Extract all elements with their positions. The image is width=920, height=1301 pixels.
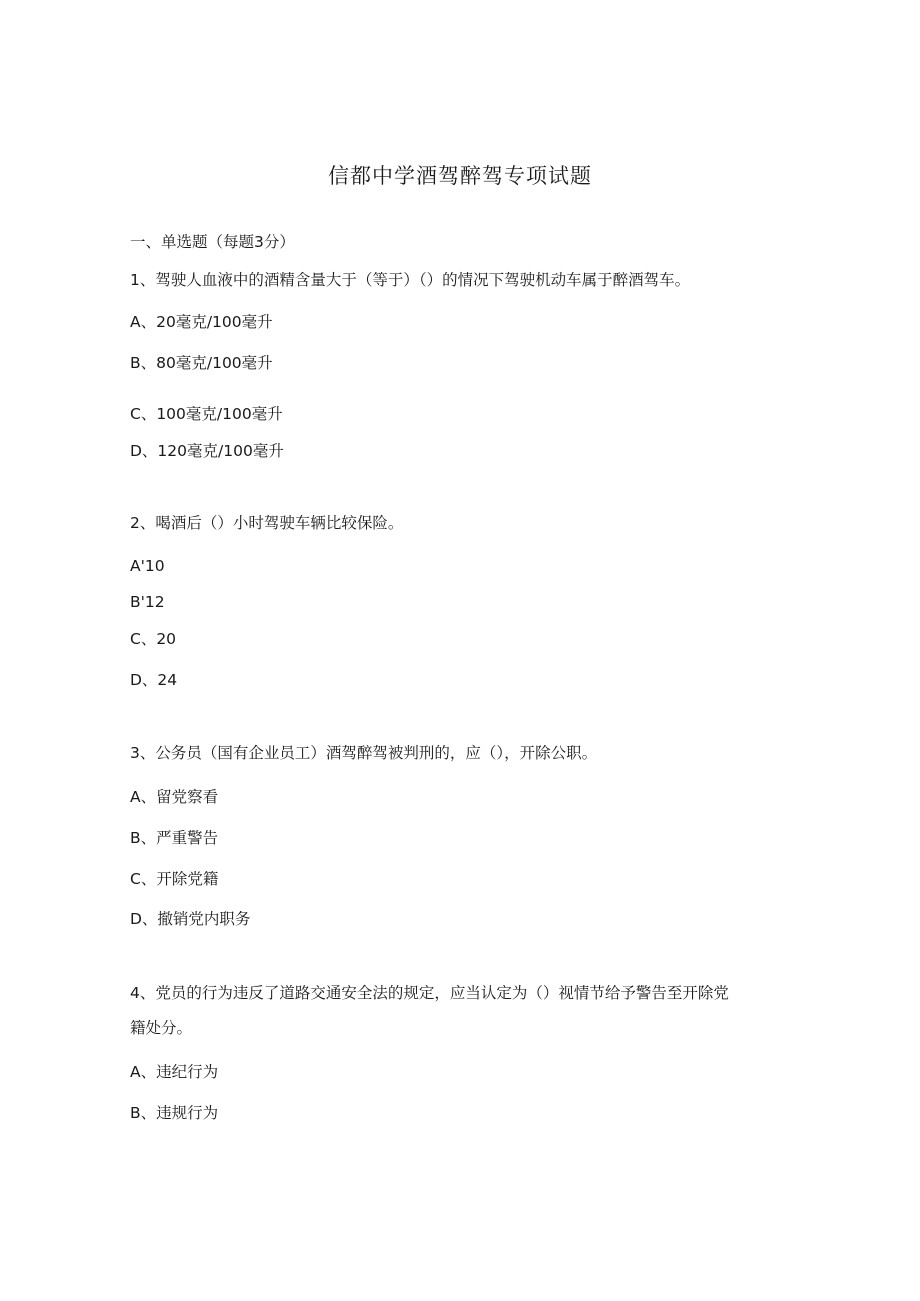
question-4-stem-line-2: 籍处分。: [130, 1019, 193, 1037]
question-2-stem: 2、喝酒后（）小时驾驶车辆比较保险。: [130, 514, 404, 532]
question-3-option-d: D、撤销党内职务: [130, 910, 251, 928]
section-heading: 一、单选题（每题3分）: [130, 233, 295, 251]
question-2-option-a: A'10: [130, 557, 165, 575]
question-1-option-c: C、100毫克/100毫升: [130, 405, 283, 423]
question-3-option-b: B、严重警告: [130, 829, 219, 847]
question-4-option-a: A、违纪行为: [130, 1063, 219, 1081]
question-2-option-d: D、24: [130, 671, 178, 689]
question-1-option-a: A、20毫克/100毫升: [130, 313, 273, 331]
question-1-option-d: D、120毫克/100毫升: [130, 442, 284, 460]
question-4-stem-line-1: 4、党员的行为违反了道路交通安全法的规定，应当认定为（）视情节给予警告至开除党: [130, 984, 729, 1002]
question-1-option-b: B、80毫克/100毫升: [130, 354, 273, 372]
question-4-option-b: B、违规行为: [130, 1104, 219, 1122]
question-3-option-a: A、留党察看: [130, 788, 219, 806]
question-3-option-c: C、开除党籍: [130, 870, 219, 888]
question-3-stem: 3、公务员（国有企业员工）酒驾醉驾被判刑的，应（），开除公职。: [130, 744, 598, 762]
page-title: 信都中学酒驾醉驾专项试题: [328, 164, 592, 188]
question-2-option-b: B'12: [130, 593, 165, 611]
question-2-option-c: C、20: [130, 630, 177, 648]
question-1-stem: 1、驾驶人血液中的酒精含量大于（等于）（）的情况下驾驶机动车属于醉酒驾车。: [130, 271, 691, 289]
